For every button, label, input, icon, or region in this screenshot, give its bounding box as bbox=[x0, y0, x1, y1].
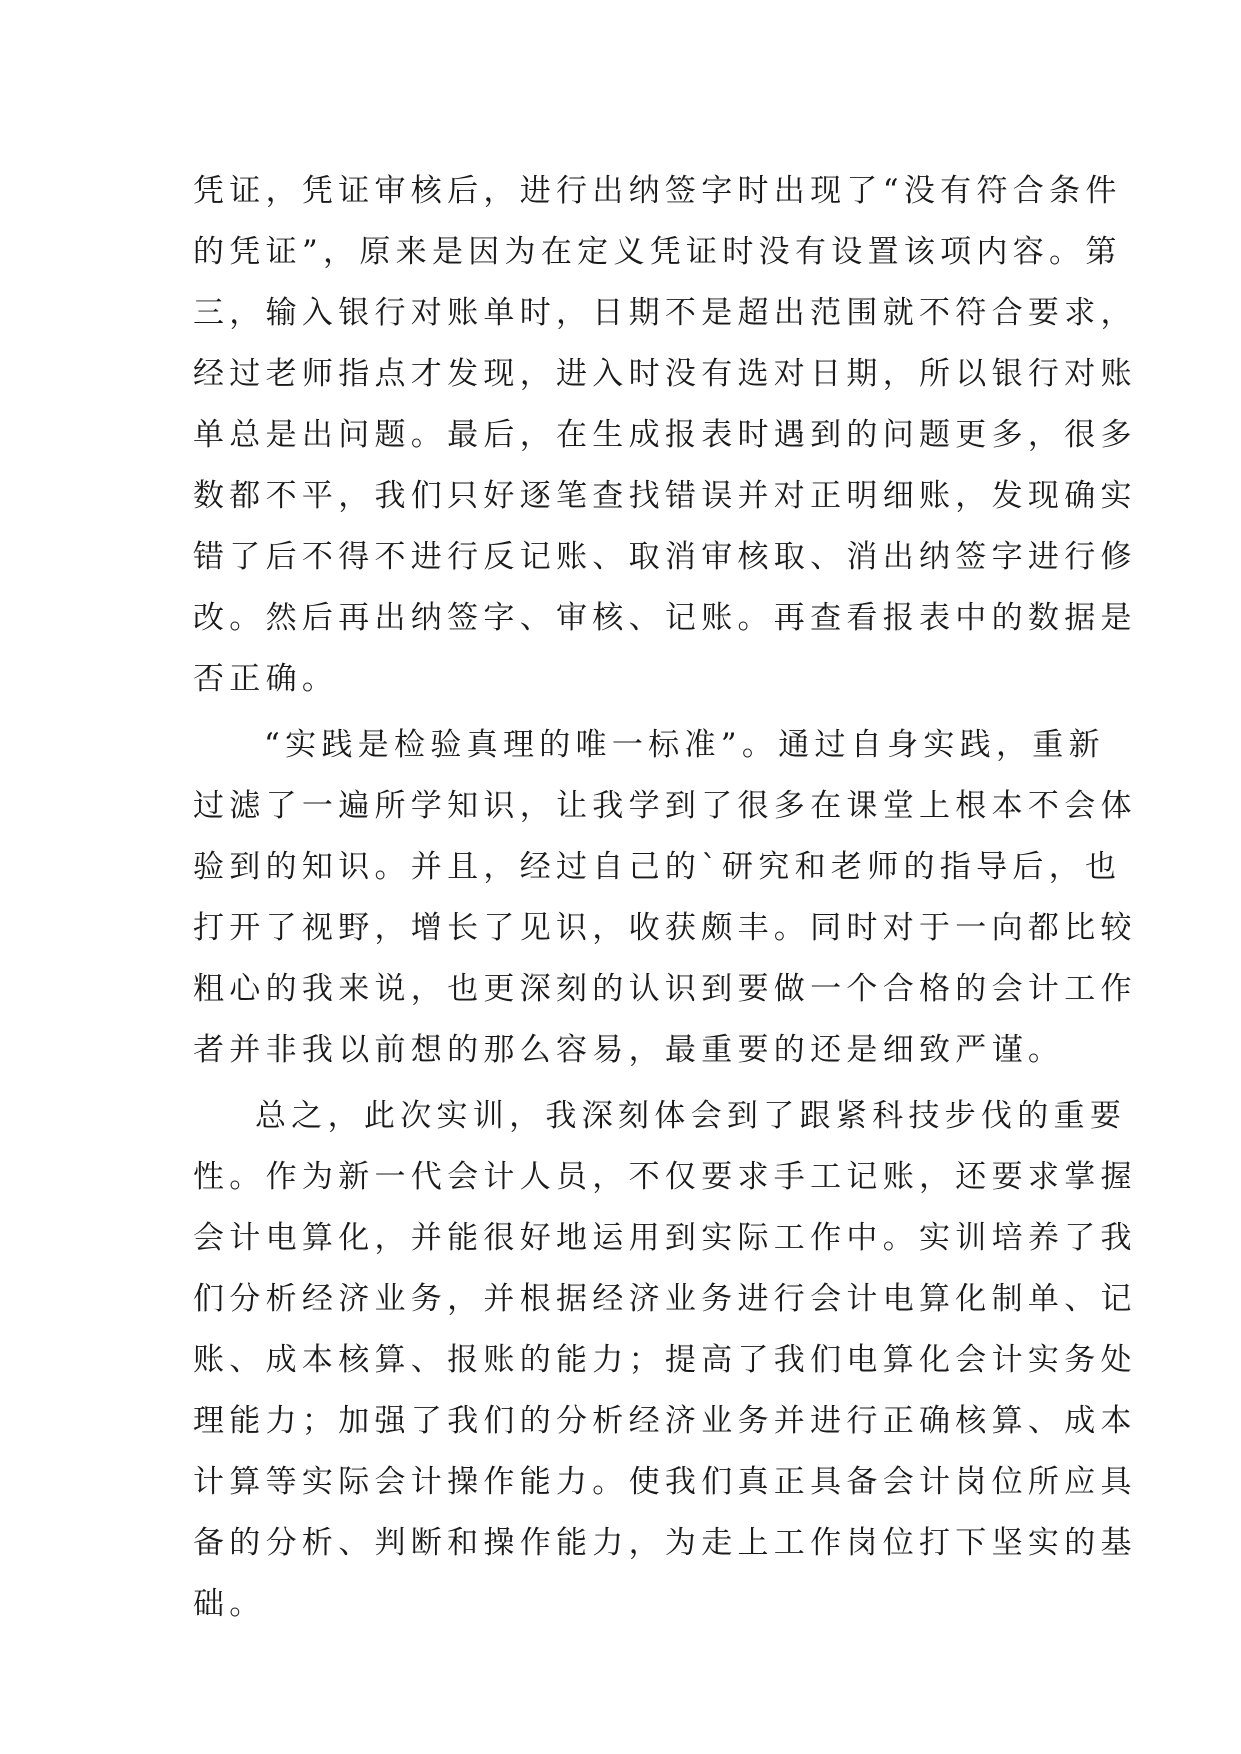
paragraph-2 bbox=[193, 715, 1137, 1081]
text-line: 错了后不得不进行反记账、取消审核取、消出纳签字进行修 bbox=[193, 539, 1137, 575]
text-line: 的凭证”，原来是因为在定义凭证时没有设置该项内容。第 bbox=[193, 234, 1122, 270]
text-line: 们分析经济业务，并根据经济业务进行会计电算化制单、记 bbox=[193, 1281, 1137, 1317]
text-line: 础。 bbox=[193, 1586, 266, 1622]
document-body bbox=[193, 161, 1137, 1635]
text-line: 三，输入银行对账单时，日期不是超出范围就不符合要求， bbox=[193, 295, 1137, 331]
text-line: 验到的知识。并且，经过自己的`研究和老师的指导后，也 bbox=[193, 849, 1122, 885]
text-line: 备的分析、判断和操作能力，为走上工作岗位打下坚实的基 bbox=[193, 1525, 1137, 1561]
text-line: 改。然后再出纳签字、审核、记账。再查看报表中的数据是 bbox=[193, 600, 1137, 636]
paragraph-3 bbox=[193, 1086, 1137, 1635]
text-line: 过滤了一遍所学知识，让我学到了很多在课堂上根本不会体 bbox=[193, 788, 1137, 824]
text-line: 会计电算化，并能很好地运用到实际工作中。实训培养了我 bbox=[193, 1220, 1137, 1256]
text-line: “实践是检验真理的唯一标准”。通过自身实践，重新 bbox=[264, 727, 1105, 763]
text-line: 者并非我以前想的那么容易，最重要的还是细致严谨。 bbox=[193, 1032, 1065, 1068]
text-line: 凭证，凭证审核后，进行出纳签字时出现了“没有符合条件 bbox=[193, 173, 1122, 209]
text-line: 否正确。 bbox=[193, 661, 339, 697]
text-line: 账、成本核算、报账的能力；提高了我们电算化会计实务处 bbox=[193, 1342, 1137, 1378]
text-line: 粗心的我来说，也更深刻的认识到要做一个合格的会计工作 bbox=[193, 971, 1137, 1007]
text-line: 打开了视野，增长了见识，收获颇丰。同时对于一向都比较 bbox=[193, 910, 1137, 946]
text-line: 总之，此次实训，我深刻体会到了跟紧科技步伐的重要 bbox=[255, 1098, 1127, 1134]
text-line: 性。作为新一代会计人员，不仅要求手工记账，还要求掌握 bbox=[193, 1159, 1137, 1195]
text-line: 经过老师指点才发现，进入时没有选对日期，所以银行对账 bbox=[193, 356, 1137, 392]
text-line: 单总是出问题。最后，在生成报表时遇到的问题更多，很多 bbox=[193, 417, 1137, 453]
text-line: 数都不平，我们只好逐笔查找错误并对正明细账，发现确实 bbox=[193, 478, 1137, 514]
text-line: 理能力；加强了我们的分析经济业务并进行正确核算、成本 bbox=[193, 1403, 1137, 1439]
paragraph-1 bbox=[193, 161, 1137, 710]
text-line: 计算等实际会计操作能力。使我们真正具备会计岗位所应具 bbox=[193, 1464, 1137, 1500]
